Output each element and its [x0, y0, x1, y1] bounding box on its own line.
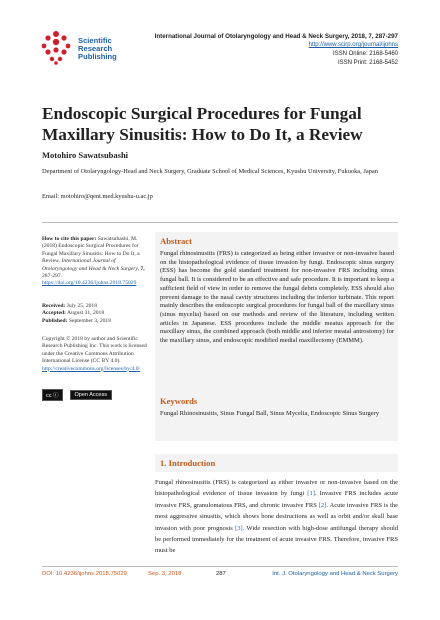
author-name: Motohiro Sawatsubashi [42, 150, 129, 160]
footer-date: Sep. 3, 2018 [148, 571, 182, 577]
intro-text-3: . Acute invasive FRS is the most aggressive sinusitis, which shows bone destructions as well as orbit and/or skull base invasion with poor prognosis [155, 501, 399, 532]
intro-text-1: Fungal rhinosinusitis (FRS) is categorized as either invasive or non-invasive based on the histopathological evidence of tissue invasion by fungi [155, 479, 398, 498]
copyright-text: Copyright © 2018 by author and Scientific Research Publishing Inc. This work is licensed under the Creative Commons Attribution International License (CC BY 4.0). [42, 336, 147, 365]
issn-online: ISSN Online: 2168-5460 [332, 51, 398, 57]
publisher-name-line: Scientific [78, 36, 112, 45]
citation-block [42, 236, 148, 288]
publisher-name-line: Research [78, 44, 113, 54]
introduction-paragraph [155, 477, 398, 557]
journal-citation: International Journal of Otolaryngology and Head & Neck Surgery, 2018, 7, 287-297 [154, 33, 398, 40]
dates-block [42, 303, 148, 325]
cc-by-badge[interactable]: cc ⓘ [42, 389, 63, 401]
received-label: Received: [42, 303, 66, 309]
license-link[interactable]: http://creativecommons.org/licenses/by/4.0/ [42, 365, 141, 372]
keywords-heading: Keywords [160, 396, 198, 406]
accepted-label: Accepted: [42, 310, 66, 317]
accepted-date: August 31, 2018 [67, 310, 105, 317]
publisher-name-line: Publishing [78, 52, 117, 62]
copyright-block [42, 336, 148, 373]
cite-journal: International Journal of Otolaryngology and Head & Neck Surgery, [42, 258, 140, 272]
abstract-heading: Abstract [160, 236, 192, 246]
section-divider [42, 222, 398, 223]
published-date: September 3, 2018 [68, 317, 112, 324]
license-badges [42, 386, 112, 404]
cite-text: Sawatsubashi, M. (2018) Endoscopic Surgical Procedures for Fungal Maxillary Sinusitis: How to Do It, a Review. [42, 236, 140, 265]
doi-link[interactable]: https://doi.org/10.4236/ijohns.2018.75029 [42, 280, 137, 287]
reference-link[interactable]: [1] [307, 490, 315, 498]
cite-label: How to cite this paper: [42, 236, 97, 242]
abstract-text: Fungal rhinosinusitis (FRS) is categorized as being either invasive or non-invasive based on the histopathological evidence of tissue invasion by fungi. Endoscopic sinus surgery (ESS) has become the gold standard treatment for non-invasive FRS including sinus fungal ball. It is considered to be an effective and safe procedure. It is important to keep a sufficient field of view in order to remove the fungal debris completely. ESS should also prevent damage to the nasal cavity structures including the inferior turbinate. This report mainly describes the endoscopic surgical procedures for fungal ball of the maxillary sinus (sinus mycelia) based on our methods and review of the literature, including written articles in Japanese. ESS procedures include the middle meatus approach for the maxillary sinus, the combined approach (both middle and inferior meatal antrostomy) for the maxillary sinus, and endoscopic modified medial maxillectomy (EMMM). [160, 250, 394, 345]
published-label: Published: [42, 317, 68, 324]
cite-volume: 7, [140, 265, 145, 272]
author-affiliation: Department of Otolaryngology-Head and Neck Surgery, Graduate School of Medical Sciences, Kyushu University, Fukuoka, Japan [42, 168, 378, 175]
keywords-text: Fungal Rhinosinusitis, Sinus Fungal Ball, Sinus Mycelia, Endoscopic Sinus Surgery [160, 410, 380, 417]
journal-url-link[interactable]: http://www.scirp.org/journal/ijohns [308, 42, 398, 48]
intro-text-2: . Invasive FRS includes acute invasive FRS, granulomatous FRS, and chronic invasive FRS [155, 490, 398, 509]
intro-text-4: . Wide resection with high-dose antifungal therapy should be performed immediately for the treatment of acute invasive FRS. Therefore, invasive FRS must be [155, 524, 399, 555]
open-access-badge[interactable]: Open Access [70, 390, 112, 400]
footer-divider [42, 566, 398, 567]
publisher-name [78, 37, 117, 62]
article-title: Endoscopic Surgical Procedures for Fungal Maxillary Sinusitis: How to Do It, a Review [42, 104, 363, 144]
reference-link[interactable]: [2] [318, 501, 327, 509]
introduction-heading: 1. Introduction [160, 458, 216, 468]
reference-link[interactable]: [3] [235, 524, 243, 532]
issn-print: ISSN Print: 2168-5452 [337, 60, 398, 66]
cite-pages: 287-297. [42, 273, 63, 280]
scirp-logo-icon [38, 30, 74, 66]
footer-doi: DOI: 10.4236/ijohns.2018.75029 [42, 571, 127, 577]
page-number: 287 [216, 571, 226, 577]
received-date: July 25, 2018 [66, 303, 98, 309]
footer-journal: Int. J. Otolaryngology and Head & Neck Surgery [272, 571, 398, 577]
author-email: Email: motohiro@qent.med.kyushu-u.ac.jp [42, 193, 153, 200]
